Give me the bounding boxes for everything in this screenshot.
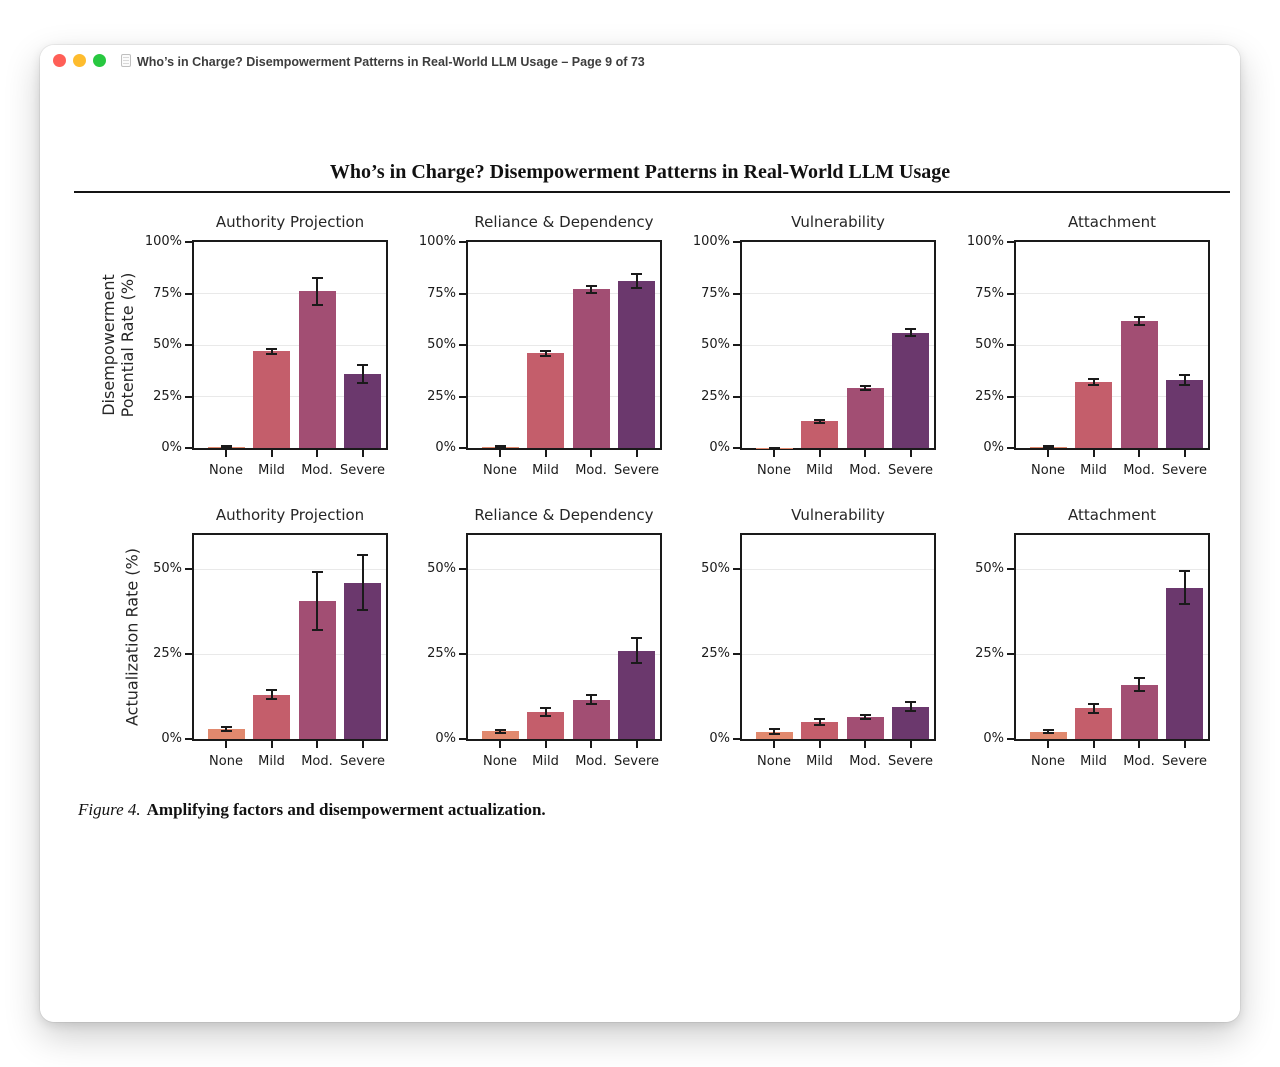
x-axis-tick (271, 450, 273, 457)
x-tick-label: Severe (340, 754, 385, 769)
y-axis-tick (1007, 653, 1014, 655)
x-tick-label: None (209, 463, 243, 478)
x-axis-tick (1093, 741, 1095, 748)
error-bar (362, 365, 364, 384)
x-tick-label: Severe (614, 754, 659, 769)
x-axis-tick (773, 741, 775, 748)
error-bar-cap (540, 715, 551, 717)
y-axis-tick (459, 568, 466, 570)
gridline (194, 345, 386, 346)
y-tick-label: 75% (427, 285, 456, 301)
x-tick-label: None (209, 754, 243, 769)
y-axis-label-line: Disempowerment (99, 274, 119, 416)
x-axis-tick (864, 741, 866, 748)
error-bar (636, 274, 638, 288)
x-tick-label: Severe (1162, 463, 1207, 478)
x-tick-label: Mod. (1123, 463, 1155, 478)
x-tick-label: None (757, 463, 791, 478)
x-axis-tick (545, 741, 547, 748)
close-button[interactable] (53, 54, 66, 67)
bar-severe (344, 374, 381, 448)
y-tick-label: 25% (153, 388, 182, 404)
error-bar-cap (860, 718, 871, 720)
figure-4-charts (40, 79, 1240, 1022)
x-axis-tick (590, 741, 592, 748)
bar-mod (1121, 321, 1158, 448)
y-tick-label: 75% (701, 285, 730, 301)
error-bar-cap (586, 703, 597, 705)
subplot-title: Reliance & Dependency (474, 506, 654, 524)
x-tick-label: Mild (258, 463, 285, 478)
error-bar-cap (540, 350, 551, 352)
x-axis-tick (362, 450, 364, 457)
bar-mod (573, 289, 610, 448)
y-axis-tick (459, 653, 466, 655)
subplot-axes (418, 234, 662, 478)
y-axis-tick (733, 293, 740, 295)
x-axis-tick (362, 741, 364, 748)
y-axis-tick (185, 293, 192, 295)
figure-caption (78, 800, 546, 820)
bar-mild (527, 353, 564, 448)
x-tick-label: Mod. (301, 754, 333, 769)
error-bar-cap (266, 353, 277, 355)
x-tick-label: Severe (340, 463, 385, 478)
x-axis-tick (910, 741, 912, 748)
error-bar (316, 572, 318, 630)
error-bar-cap (1088, 712, 1099, 714)
x-tick-label: Mild (532, 463, 559, 478)
bar-severe (892, 333, 929, 448)
error-bar-cap (631, 662, 642, 664)
y-axis-tick (459, 344, 466, 346)
gridline (194, 569, 386, 570)
y-tick-label: 0% (983, 731, 1004, 746)
subplot-axes (692, 234, 936, 478)
subplot-title: Vulnerability (791, 506, 885, 524)
error-bar-cap (905, 335, 916, 337)
x-tick-label: Mod. (575, 463, 607, 478)
x-axis-tick (773, 450, 775, 457)
gridline (742, 293, 934, 294)
y-tick-label: 0% (709, 731, 730, 746)
y-tick-label: 100% (144, 234, 182, 249)
x-tick-label: Mild (806, 463, 833, 478)
error-bar-cap (1043, 447, 1054, 449)
error-bar-cap (357, 364, 368, 366)
x-tick-label: Mild (1080, 754, 1107, 769)
y-tick-label: 0% (161, 731, 182, 746)
error-bar-cap (1134, 324, 1145, 326)
y-tick-label: 50% (975, 561, 1004, 576)
y-tick-label: 0% (161, 440, 182, 455)
y-tick-label: 0% (435, 440, 456, 455)
error-bar-cap (221, 726, 232, 728)
x-axis-tick (545, 450, 547, 457)
x-tick-label: Severe (888, 754, 933, 769)
y-tick-label: 25% (701, 646, 730, 661)
y-axis-tick (185, 738, 192, 740)
error-bar-cap (631, 273, 642, 275)
y-axis-tick (459, 293, 466, 295)
subplot-axes (427, 533, 662, 769)
x-axis-tick (590, 450, 592, 457)
figure-caption-label: Figure 4. (78, 800, 141, 819)
y-axis-tick (185, 653, 192, 655)
y-axis-tick (733, 241, 740, 243)
subplot-axes (966, 234, 1210, 478)
gridline (742, 569, 934, 570)
bar-severe (1166, 588, 1203, 739)
error-bar-cap (814, 724, 825, 726)
y-axis-tick (733, 738, 740, 740)
x-axis-tick (225, 450, 227, 457)
x-axis-tick (1184, 741, 1186, 748)
error-bar-cap (1134, 316, 1145, 318)
x-axis-tick (225, 741, 227, 748)
error-bar-cap (312, 304, 323, 306)
error-bar-cap (221, 730, 232, 732)
error-bar-cap (769, 728, 780, 730)
x-tick-label: Mild (806, 754, 833, 769)
y-axis-tick (733, 447, 740, 449)
error-bar-cap (221, 447, 232, 449)
bar-mild (1075, 382, 1112, 448)
y-tick-label: 0% (435, 731, 456, 746)
y-tick-label: 25% (427, 646, 456, 661)
pdf-viewer-window (40, 45, 1240, 1022)
x-tick-label: Mod. (849, 463, 881, 478)
y-axis-label-line: Actualization Rate (%) (122, 548, 142, 726)
y-axis-tick (733, 344, 740, 346)
x-tick-label: None (483, 463, 517, 478)
x-tick-label: Mod. (301, 463, 333, 478)
x-tick-label: Severe (1162, 754, 1207, 769)
error-bar-cap (266, 689, 277, 691)
y-tick-label: 50% (427, 337, 456, 352)
bar-severe (1166, 380, 1203, 448)
y-tick-label: 25% (701, 388, 730, 404)
error-bar-cap (312, 277, 323, 279)
paper-heading: Who’s in Charge? Disempowerment Patterns in Real-World LLM Usage (329, 161, 951, 183)
x-tick-label: None (1031, 754, 1065, 769)
subplot-axes (975, 533, 1210, 769)
maximize-button[interactable] (93, 54, 106, 67)
subplot-axes (701, 533, 936, 769)
y-axis-tick (1007, 447, 1014, 449)
error-bar-cap (1088, 703, 1099, 705)
y-tick-label: 0% (709, 440, 730, 455)
x-axis-tick (636, 450, 638, 457)
gridline (1016, 345, 1208, 346)
gridline (194, 293, 386, 294)
subplot-axes (153, 533, 388, 769)
x-axis-tick (1047, 741, 1049, 748)
x-axis-tick (1047, 450, 1049, 457)
y-tick-label: 25% (975, 646, 1004, 661)
y-axis-tick (733, 568, 740, 570)
error-bar-cap (860, 714, 871, 716)
x-axis-tick (1184, 450, 1186, 457)
x-tick-label: Severe (614, 463, 659, 478)
bar-severe (618, 281, 655, 448)
y-tick-label: 50% (701, 337, 730, 352)
y-axis-tick (1007, 738, 1014, 740)
y-axis-tick (733, 653, 740, 655)
window-titlebar[interactable] (40, 45, 1240, 79)
x-tick-label: Mod. (575, 754, 607, 769)
document-icon (121, 54, 131, 67)
subplot-axes (144, 234, 388, 478)
error-bar-cap (1179, 570, 1190, 572)
error-bar-cap (495, 447, 506, 449)
x-axis-tick (864, 450, 866, 457)
bar-mild (253, 351, 290, 448)
subplot-title: Attachment (1068, 213, 1156, 231)
x-axis-tick (819, 741, 821, 748)
y-tick-label: 0% (983, 440, 1004, 455)
gridline (1016, 569, 1208, 570)
error-bar-cap (769, 733, 780, 735)
x-tick-label: Mild (532, 754, 559, 769)
error-bar-cap (814, 419, 825, 421)
error-bar-cap (266, 698, 277, 700)
error-bar-cap (769, 447, 780, 449)
error-bar-cap (586, 694, 597, 696)
y-axis-tick (185, 241, 192, 243)
x-tick-label: None (483, 754, 517, 769)
bar-mild (801, 421, 838, 448)
y-tick-label: 75% (153, 285, 182, 301)
x-tick-label: None (1031, 463, 1065, 478)
error-bar-cap (357, 554, 368, 556)
y-tick-label: 25% (975, 388, 1004, 404)
y-axis-tick (1007, 241, 1014, 243)
x-axis-tick (819, 450, 821, 457)
gridline (1016, 293, 1208, 294)
subplot-title: Reliance & Dependency (474, 213, 654, 231)
figure-caption-text: Amplifying factors and disempowerment actualization. (146, 800, 546, 819)
error-bar-cap (860, 385, 871, 387)
x-axis-tick (499, 741, 501, 748)
bar-mod (573, 700, 610, 739)
error-bar (316, 278, 318, 305)
gridline (468, 569, 660, 570)
error-bar (636, 638, 638, 662)
y-tick-label: 100% (418, 234, 456, 249)
error-bar (362, 555, 364, 609)
y-tick-label: 50% (975, 337, 1004, 352)
subplot-title: Authority Projection (215, 213, 365, 231)
error-bar-cap (586, 285, 597, 287)
error-bar-cap (1179, 384, 1190, 386)
error-bar-cap (1088, 384, 1099, 386)
subplot-title: Authority Projection (215, 506, 365, 524)
error-bar-cap (495, 732, 506, 734)
subplot-title: Vulnerability (791, 213, 885, 231)
error-bar-cap (266, 348, 277, 350)
y-axis-tick (1007, 344, 1014, 346)
x-axis-tick (1138, 450, 1140, 457)
x-axis-tick (1093, 450, 1095, 457)
y-axis-tick (459, 447, 466, 449)
y-axis-tick (185, 396, 192, 398)
error-bar-cap (905, 328, 916, 330)
bar-severe (618, 651, 655, 739)
error-bar-cap (631, 287, 642, 289)
error-bar-cap (814, 422, 825, 424)
error-bar-cap (860, 389, 871, 391)
bar-mod (299, 291, 336, 448)
y-axis-label-line: Potential Rate (%) (118, 272, 137, 418)
window-title: Who’s in Charge? Disempowerment Patterns in Real-World LLM Usage – Page 9 of 73 (137, 55, 645, 69)
x-axis-tick (271, 741, 273, 748)
minimize-button[interactable] (73, 54, 86, 67)
y-axis-tick (185, 344, 192, 346)
x-tick-label: Mod. (1123, 754, 1155, 769)
error-bar-cap (357, 382, 368, 384)
bar-mild (253, 695, 290, 739)
y-axis-tick (1007, 293, 1014, 295)
document-page (40, 79, 1240, 1022)
x-tick-label: Mod. (849, 754, 881, 769)
x-axis-tick (316, 450, 318, 457)
error-bar-cap (1134, 690, 1145, 692)
x-tick-label: Mild (258, 754, 285, 769)
y-axis-tick (1007, 568, 1014, 570)
subplot-title: Attachment (1068, 506, 1156, 524)
y-tick-label: 25% (427, 388, 456, 404)
error-bar-cap (540, 707, 551, 709)
error-bar-cap (1134, 677, 1145, 679)
error-bar-cap (1179, 374, 1190, 376)
error-bar-cap (631, 637, 642, 639)
y-axis-tick (459, 396, 466, 398)
error-bar-cap (1043, 729, 1054, 731)
gridline (742, 654, 934, 655)
y-axis-tick (1007, 396, 1014, 398)
y-tick-label: 25% (153, 646, 182, 661)
y-axis-tick (185, 447, 192, 449)
x-axis-tick (1138, 741, 1140, 748)
error-bar-cap (586, 292, 597, 294)
bar-mod (1121, 685, 1158, 739)
x-axis-tick (316, 741, 318, 748)
error-bar (1184, 571, 1186, 604)
error-bar-cap (905, 701, 916, 703)
y-tick-label: 50% (701, 561, 730, 576)
x-tick-label: Mild (1080, 463, 1107, 478)
bar-mod (847, 388, 884, 448)
error-bar-cap (1088, 378, 1099, 380)
y-axis-tick (185, 568, 192, 570)
x-axis-tick (910, 450, 912, 457)
error-bar-cap (312, 571, 323, 573)
error-bar-cap (357, 609, 368, 611)
y-axis-tick (733, 396, 740, 398)
y-tick-label: 75% (975, 285, 1004, 301)
error-bar-cap (312, 629, 323, 631)
y-tick-label: 100% (966, 234, 1004, 249)
y-axis-tick (459, 738, 466, 740)
x-tick-label: Severe (888, 463, 933, 478)
y-axis-tick (459, 241, 466, 243)
x-axis-tick (636, 741, 638, 748)
x-axis-tick (499, 450, 501, 457)
y-tick-label: 50% (153, 337, 182, 352)
y-tick-label: 50% (427, 561, 456, 576)
error-bar-cap (1179, 603, 1190, 605)
y-tick-label: 50% (153, 561, 182, 576)
x-tick-label: None (757, 754, 791, 769)
error-bar-cap (540, 355, 551, 357)
error-bar-cap (814, 718, 825, 720)
error-bar-cap (1043, 732, 1054, 734)
error-bar-cap (495, 729, 506, 731)
y-tick-label: 100% (692, 234, 730, 249)
error-bar-cap (905, 710, 916, 712)
